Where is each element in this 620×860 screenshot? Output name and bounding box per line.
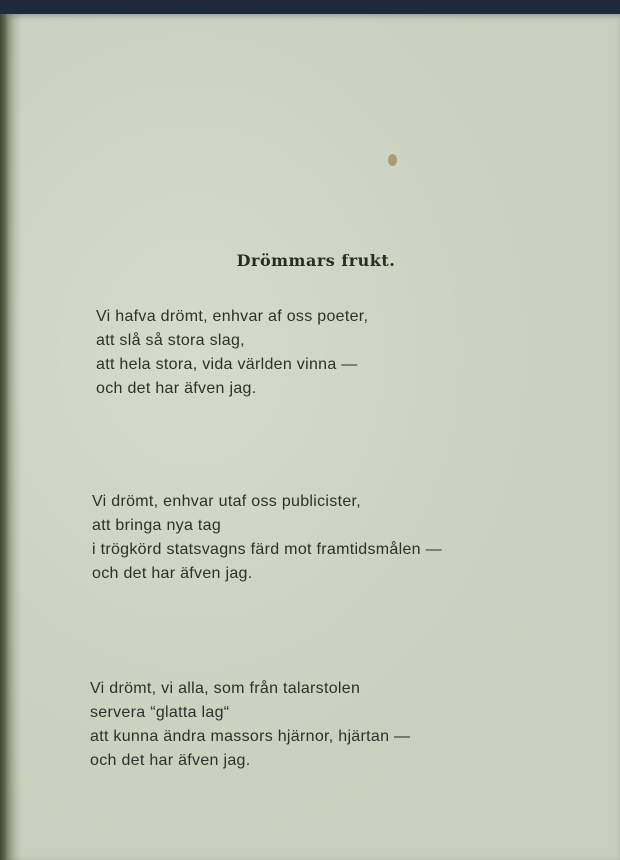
ink-smudge (388, 154, 397, 166)
poem-title: Drömmars frukt. (236, 251, 396, 270)
stanza-1-line-4: och det har äfven jag. (96, 380, 257, 397)
stanza-3-line-2: servera “glatta lag“ (90, 704, 230, 721)
stanza-2-line-3: i trögkörd statsvagns färd mot framtidsmålen — (92, 541, 442, 558)
stanza-1-line-3: att hela stora, vida världen vinna — (96, 356, 358, 373)
stanza-3-line-1: Vi drömt, vi alla, som från talarstolen (90, 680, 361, 697)
stanza-2-line-4: och det har äfven jag. (92, 565, 253, 582)
stanza-2-line-2: att bringa nya tag (92, 517, 222, 534)
stanza-3-line-4: och det har äfven jag. (90, 752, 251, 769)
stanza-1-line-1: Vi hafva drömt, enhvar af oss poeter, (96, 308, 369, 325)
stanza-2-line-1: Vi drömt, enhvar utaf oss publicister, (92, 493, 362, 510)
stanza-1-line-2: att slå så stora slag, (96, 332, 245, 349)
stanza-3-line-3: att kunna ändra massors hjärnor, hjärtan — (90, 728, 411, 745)
